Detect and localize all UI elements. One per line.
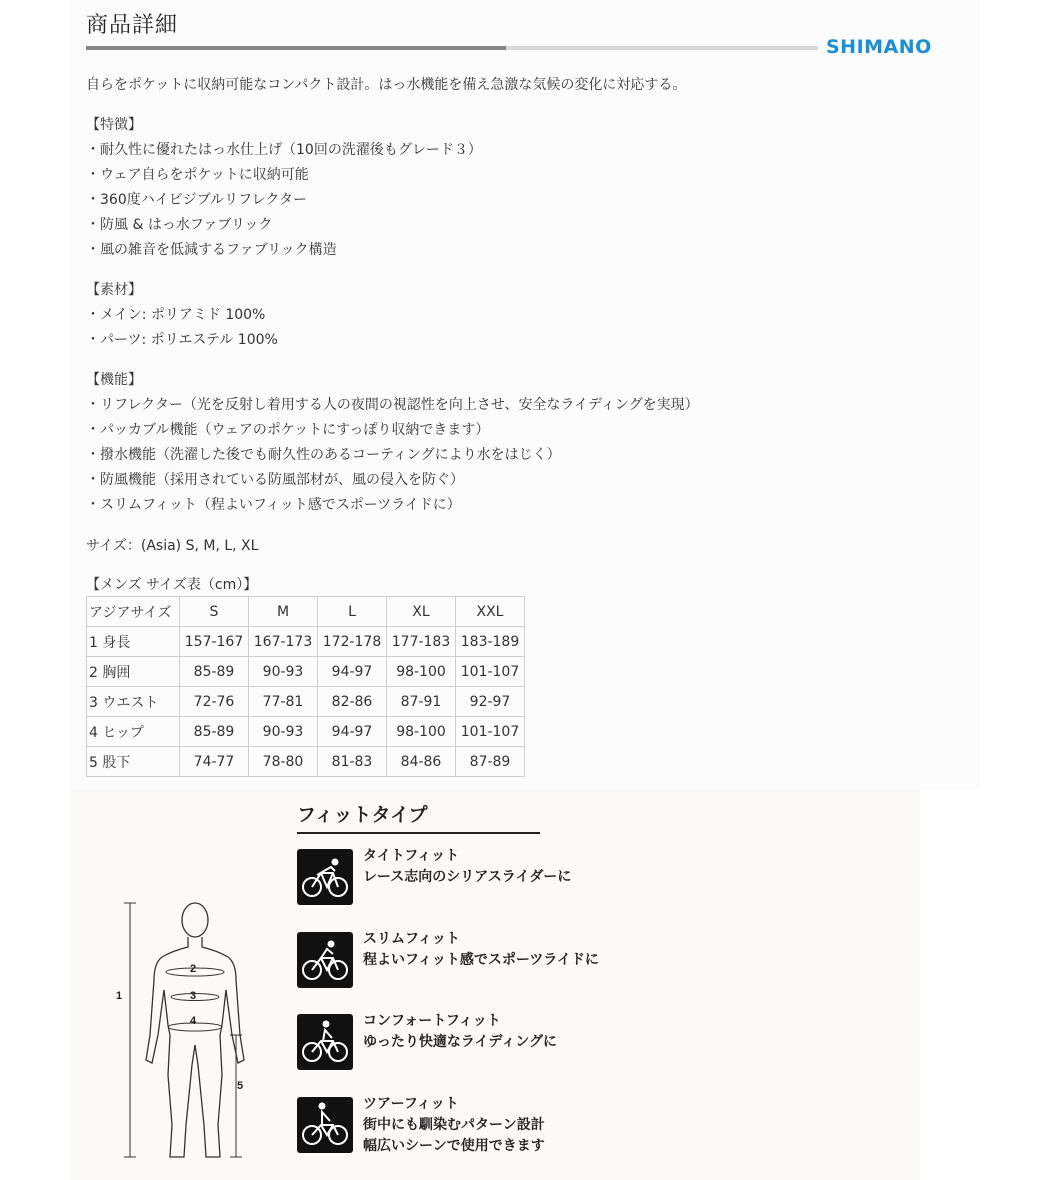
features-heading: 【特徴】 (86, 117, 142, 133)
table-row (87, 627, 525, 657)
table-row (87, 687, 525, 717)
table-cell: 101-107 (456, 657, 525, 687)
functions-heading: 【機能】 (86, 372, 142, 388)
table-cell: 98-100 (387, 717, 456, 747)
product-description: 自らをポケットに収納可能なコンパクト設計。はっ水機能を備え急激な気候の変化に対応する。 (86, 77, 687, 93)
title-underline-dark (86, 46, 506, 50)
table-cell: 74-77 (180, 747, 249, 777)
table-cell: 84-86 (387, 747, 456, 777)
diagram-label-5: 5 (237, 1080, 244, 1092)
table-cell: 183-189 (456, 627, 525, 657)
size-table (86, 596, 525, 777)
fit-detail: 幅広いシーンで使用できます (363, 1138, 545, 1154)
table-cell: 98-100 (387, 657, 456, 687)
slim-fit-cyclist-icon (297, 932, 353, 988)
materials-heading: 【素材】 (86, 282, 142, 298)
table-header-cell: S (180, 597, 249, 627)
table-cell: 167-173 (249, 627, 318, 657)
function-item: ・防風機能（採用されている防風部材が、風の侵入を防ぐ） (86, 472, 464, 488)
feature-item: ・耐久性に優れたはっ水仕上げ（10回の洗濯後もグレード３） (86, 142, 482, 158)
table-cell: 2 胸囲 (87, 657, 180, 687)
fit-type-underline (297, 832, 540, 834)
size-table-heading: 【メンズ サイズ表（cm）】 (86, 577, 258, 593)
function-item: ・リフレクター（光を反射し着用する人の夜間の視認性を向上させ、安全なライディングを実現） (86, 397, 699, 413)
table-cell: 77-81 (249, 687, 318, 717)
feature-item: ・防風 & はっ水ファブリック (86, 217, 273, 233)
table-cell: 3 ウエスト (87, 687, 180, 717)
fit-name: コンフォートフィット (363, 1013, 501, 1029)
measurement-lines (124, 903, 242, 1157)
diagram-label-2: 2 (190, 963, 197, 975)
table-header-cell: L (318, 597, 387, 627)
table-cell: 78-80 (249, 747, 318, 777)
fit-description-comfort (363, 1011, 557, 1053)
fit-name: スリムフィット (363, 931, 460, 947)
table-cell: 94-97 (318, 657, 387, 687)
fit-description-tour (363, 1094, 545, 1157)
shimano-logo: SHIMANO (826, 36, 932, 58)
size-table-header-row (87, 597, 525, 627)
table-cell: 157-167 (180, 627, 249, 657)
table-cell: 94-97 (318, 717, 387, 747)
table-cell: 92-97 (456, 687, 525, 717)
feature-item: ・360度ハイビジブルリフレクター (86, 192, 308, 208)
fit-detail: レース志向のシリアスライダーに (363, 869, 572, 885)
tight-fit-cyclist-icon (297, 849, 353, 905)
table-cell: 85-89 (180, 717, 249, 747)
tour-fit-cyclist-icon (297, 1097, 353, 1153)
table-cell: 5 股下 (87, 747, 180, 777)
fit-name: ツアーフィット (363, 1096, 459, 1112)
diagram-label-4: 4 (190, 1015, 197, 1027)
fit-detail: ゆったり快適なライディングに (363, 1034, 558, 1050)
fit-type-heading: フィットタイプ (297, 804, 428, 826)
table-cell: 72-76 (180, 687, 249, 717)
function-item: ・パッカブル機能（ウェアのポケットにすっぽり収納できます） (86, 422, 490, 438)
table-header-cell: M (249, 597, 318, 627)
feature-item: ・ウェア自らをポケットに収納可能 (86, 167, 309, 183)
body-outline-icon (146, 903, 244, 1157)
material-item: ・メイン: ポリアミド 100% (86, 307, 266, 323)
table-cell: 172-178 (318, 627, 387, 657)
comfort-fit-cyclist-icon (297, 1014, 353, 1070)
table-cell: 4 ヒップ (87, 717, 180, 747)
diagram-label-3: 3 (190, 990, 197, 1002)
table-row (87, 717, 525, 747)
table-cell: 82-86 (318, 687, 387, 717)
function-item: ・スリムフィット（程よいフィット感でスポーツライドに） (86, 497, 461, 513)
available-sizes: サイズ：(Asia) S, M, L, XL (86, 538, 259, 554)
table-header-cell: XL (387, 597, 456, 627)
fit-detail: 程よいフィット感でスポーツライドに (363, 952, 599, 968)
fit-name: タイトフィット (363, 848, 460, 864)
title-underline-light (506, 46, 818, 50)
diagram-label-1: 1 (116, 990, 123, 1002)
table-cell: 90-93 (249, 657, 318, 687)
table-cell: 81-83 (318, 747, 387, 777)
table-cell: 87-91 (387, 687, 456, 717)
table-row (87, 657, 525, 687)
table-cell: 90-93 (249, 717, 318, 747)
table-row (87, 747, 525, 777)
fit-description-tight (363, 846, 571, 888)
material-item: ・パーツ: ポリエステル 100% (86, 332, 278, 348)
table-header-cell: アジアサイズ (87, 597, 180, 627)
table-cell: 177-183 (387, 627, 456, 657)
table-cell: 101-107 (456, 717, 525, 747)
fit-description-slim (363, 929, 599, 971)
body-measurement-diagram (110, 895, 270, 1165)
table-header-cell: XXL (456, 597, 525, 627)
page-title: 商品詳細 (86, 13, 179, 38)
feature-item: ・風の雑音を低減するファブリック構造 (86, 242, 337, 258)
function-item: ・撥水機能（洗濯した後でも耐久性のあるコーティングにより水をはじく） (86, 447, 561, 463)
fit-detail: 街中にも馴染むパターン設計 (363, 1117, 545, 1133)
table-cell: 87-89 (456, 747, 525, 777)
table-cell: 85-89 (180, 657, 249, 687)
table-cell: 1 身長 (87, 627, 180, 657)
